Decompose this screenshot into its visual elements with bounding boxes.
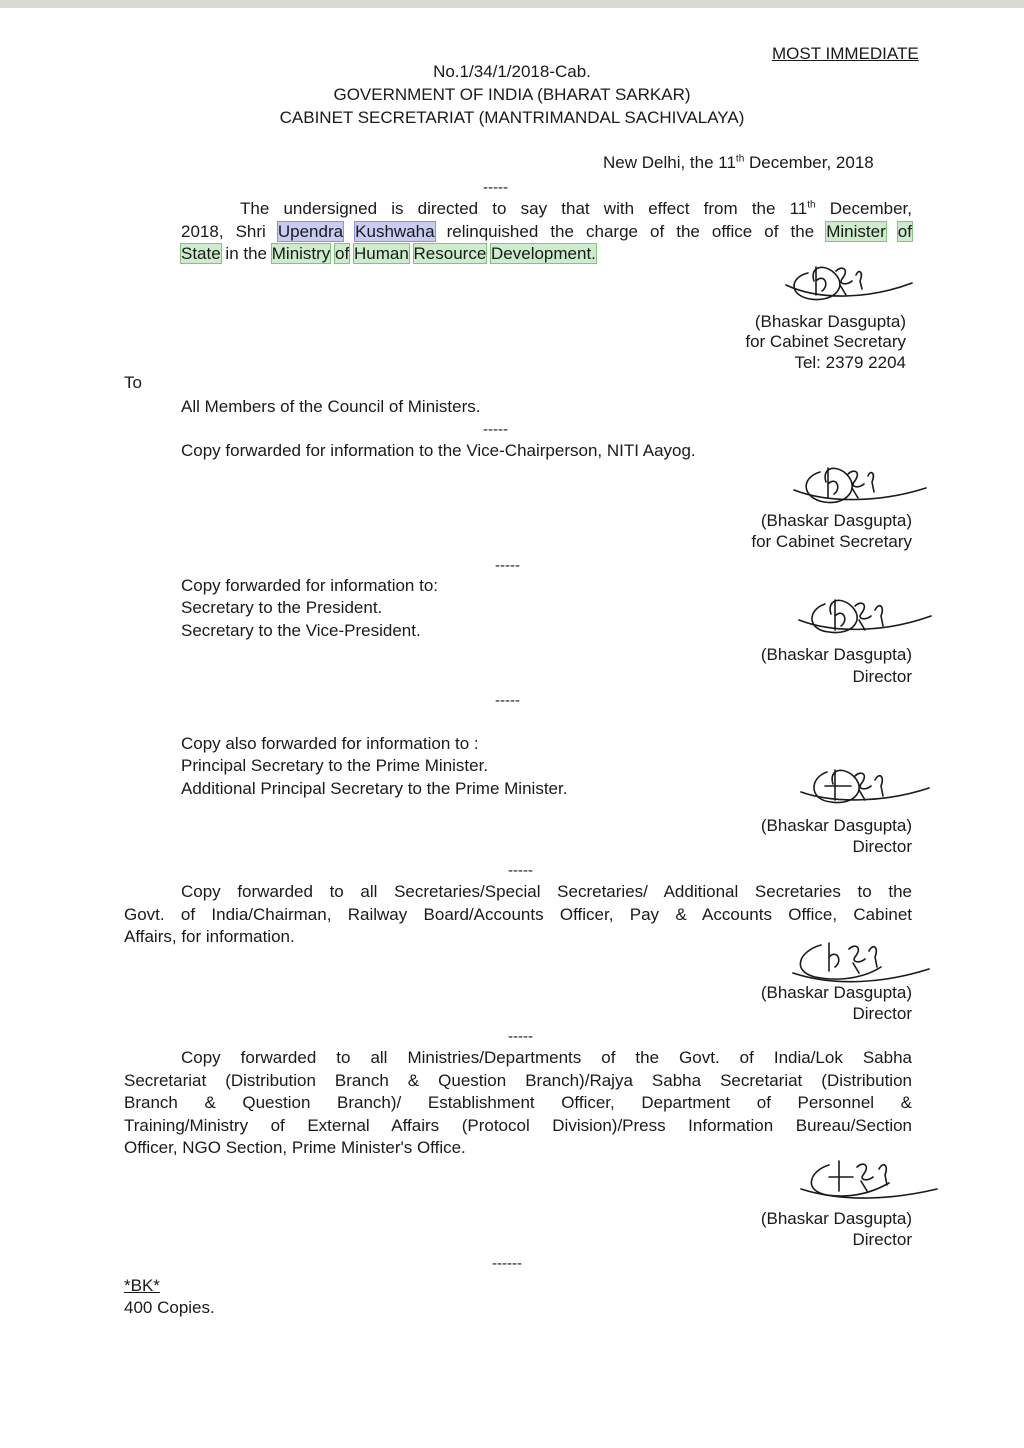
order-line-3: State in the Ministry of Human Resource Development. — [181, 244, 596, 263]
signature-image — [790, 458, 930, 518]
signatory-telephone: Tel: 2379 2204 — [794, 353, 906, 372]
signature-image — [795, 760, 935, 820]
file-number: No.1/34/1/2018-Cab. — [433, 62, 591, 81]
signatory-designation: for Cabinet Secretary — [751, 532, 912, 551]
department-heading: CABINET SECRETARIAT (MANTRIMANDAL SACHIVALAYA) — [279, 108, 745, 127]
signatory-name: (Bhaskar Dasgupta) — [754, 312, 906, 331]
signature-image — [795, 1153, 945, 1213]
separator: ----- — [508, 862, 533, 879]
signatory-name: (Bhaskar Dasgupta) — [760, 816, 912, 835]
signatory-designation: Director — [852, 1230, 912, 1249]
initials: *BK* — [124, 1276, 160, 1295]
signatory-designation: Director — [852, 667, 912, 686]
signatory-designation: Director — [852, 837, 912, 856]
highlight-name: Upendra — [277, 221, 344, 241]
government-heading: GOVERNMENT OF INDIA (BHARAT SARKAR) — [333, 85, 691, 104]
date-line: New Delhi, the 11th December, 2018 — [603, 153, 874, 172]
highlight-name: Kushwaha — [355, 221, 435, 241]
highlight-term: Resource — [413, 244, 487, 263]
separator: ----- — [495, 692, 520, 709]
copy5-paragraph: Copy forwarded to all Ministries/Departments of the Govt. of India/Lok Sabha Secretariat (Distribution Branch & Question Branch)/Rajya Sabha Secretariat (Distribution Branch & Question Branch)/ Establishment Officer, Department of Personnel & Training/Ministry of External Affairs (Protocol Division)/Press Information Bureau/Section Officer, NGO Section, Prime Minister's Office. — [124, 1048, 912, 1157]
copy4-paragraph: Copy forwarded to all Secretaries/Special Secretaries/ Additional Secretaries to the Govt. of India/Chairman, Railway Board/Accounts Officer, Pay & Accounts Office, Cabinet Affairs, for information. — [124, 882, 912, 946]
signatory-designation: Director — [852, 1004, 912, 1023]
separator: ----- — [483, 179, 508, 196]
copy3-recipient: Principal Secretary to the Prime Minister. — [181, 756, 489, 775]
signature-image — [795, 590, 935, 650]
order-line-2: 2018, Shri Upendra Kushwaha relinquished the charge of the office of the Minister of — [181, 221, 912, 241]
signatory-name: (Bhaskar Dasgupta) — [760, 645, 912, 664]
to-recipients: All Members of the Council of Ministers. — [181, 397, 481, 416]
separator: ----- — [508, 1028, 533, 1045]
separator: ----- — [483, 421, 508, 438]
order-line-1: The undersigned is directed to say that with effect from the 11th December, — [240, 199, 912, 218]
highlight-term: Minister — [826, 221, 886, 241]
copy2-recipient: Secretary to the President. — [181, 598, 383, 617]
to-label: To — [124, 373, 142, 392]
highlight-term: Development. — [491, 244, 596, 263]
copy3-recipient: Additional Principal Secretary to the Prime Minister. — [181, 779, 568, 798]
signatory-designation: for Cabinet Secretary — [745, 332, 906, 351]
copy2-intro: Copy forwarded for information to: — [181, 576, 439, 595]
signature-image — [780, 255, 920, 315]
copy-forwarded-niti: Copy forwarded for information to the Vice-Chairperson, NITI Aayog. — [181, 441, 696, 460]
copies-count: 400 Copies. — [124, 1298, 215, 1317]
copy3-intro: Copy also forwarded for information to : — [181, 734, 479, 753]
separator: ----- — [495, 557, 520, 574]
highlight-term: Ministry — [271, 244, 331, 263]
signatory-name: (Bhaskar Dasgupta) — [760, 1209, 912, 1228]
signatory-name: (Bhaskar Dasgupta) — [760, 983, 912, 1002]
highlight-term: of — [897, 221, 912, 241]
highlight-term: of — [335, 244, 350, 263]
copy2-recipient: Secretary to the Vice-President. — [181, 621, 421, 640]
highlight-term: Human — [353, 244, 409, 263]
highlight-term: State — [181, 244, 221, 263]
signatory-name: (Bhaskar Dasgupta) — [760, 511, 912, 530]
scan-top-edge — [0, 0, 1024, 8]
separator: ------ — [492, 1255, 522, 1272]
priority-label: MOST IMMEDIATE — [772, 44, 919, 63]
